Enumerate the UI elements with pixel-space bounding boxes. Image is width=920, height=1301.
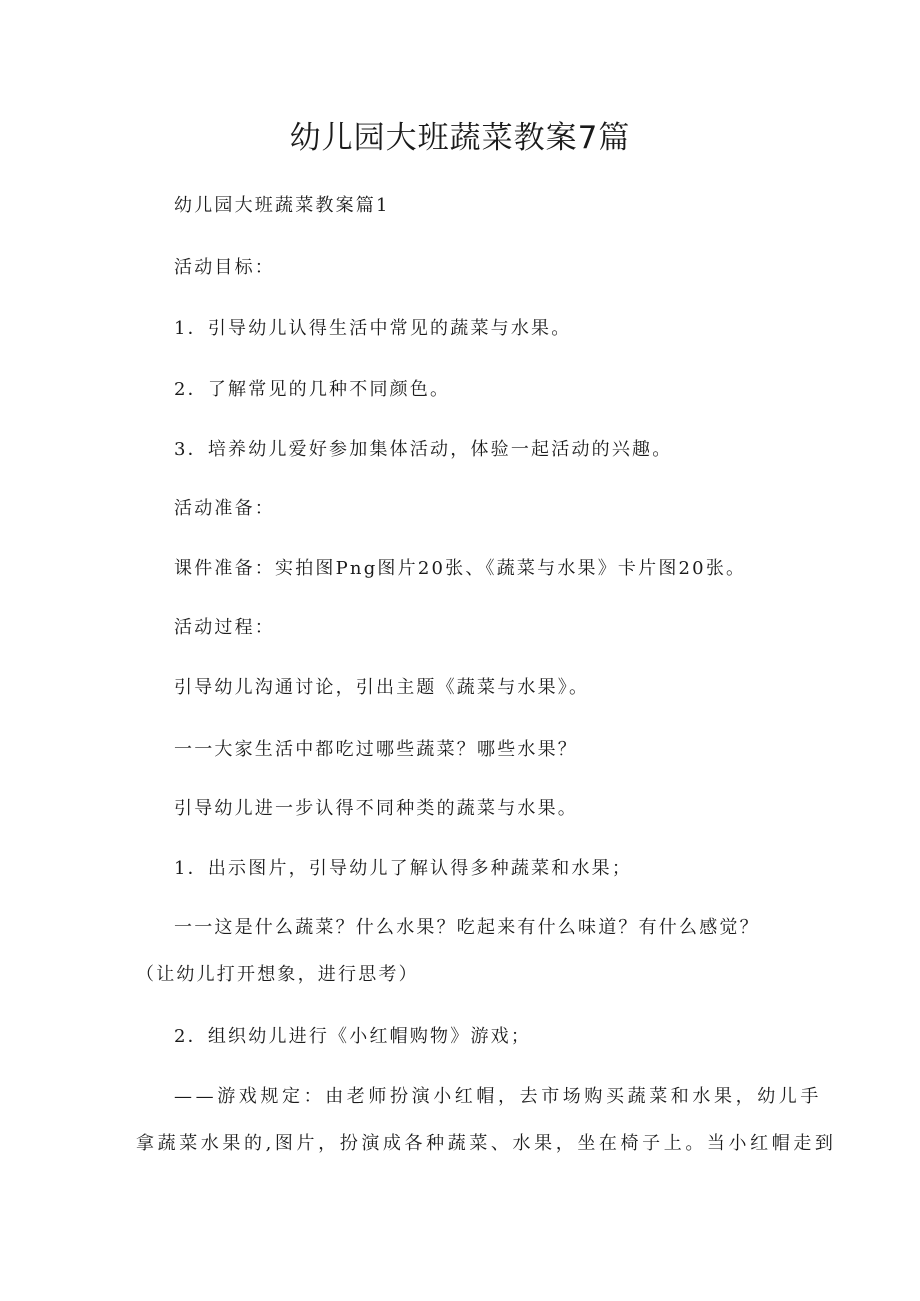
paragraph-line: ——游戏规定：由老师扮演小红帽，去市场购买蔬菜和水果，幼儿手 (174, 1086, 822, 1107)
paragraph-line: 2．组织幼儿进行《小红帽购物》游戏； (174, 1026, 532, 1047)
paragraph-line: 引导幼儿进一步认得不同种类的蔬菜与水果。 (174, 798, 578, 819)
paragraph-line: （让幼儿打开想象，进行思考） (136, 964, 419, 985)
paragraph-line: 1．引导幼儿认得生活中常见的蔬菜与水果。 (174, 318, 572, 339)
paragraph-line: 活动准备： (174, 498, 275, 519)
document-title: 幼儿园大班蔬菜教案7篇 (289, 120, 631, 156)
paragraph-line: 3．培养幼儿爱好参加集体活动，体验一起活动的兴趣。 (174, 439, 673, 460)
paragraph-line: 2．了解常见的几种不同颜色。 (174, 379, 451, 400)
paragraph-line: 一一这是什么蔬菜？什么水果？吃起来有什么味道？有什么感觉？ (174, 917, 760, 938)
paragraph-line: 课件准备：实拍图Png图片20张、《蔬菜与水果》卡片图20张。 (174, 558, 747, 579)
paragraph-line: 活动目标： (174, 257, 275, 278)
paragraph-line: 拿蔬菜水果的,图片，扮演成各种蔬菜、水果，坐在椅子上。当小红帽走到 (136, 1133, 837, 1154)
paragraph-line: 引导幼儿沟通讨论，引出主题《蔬菜与水果》。 (174, 677, 590, 698)
section-heading: 幼儿园大班蔬菜教案篇1 (174, 195, 390, 216)
paragraph-line: 1．出示图片，引导幼儿了解认得多种蔬菜和水果； (174, 858, 633, 879)
paragraph-line: 一一大家生活中都吃过哪些蔬菜？哪些水果？ (174, 739, 578, 760)
paragraph-line: 活动过程： (174, 617, 275, 638)
